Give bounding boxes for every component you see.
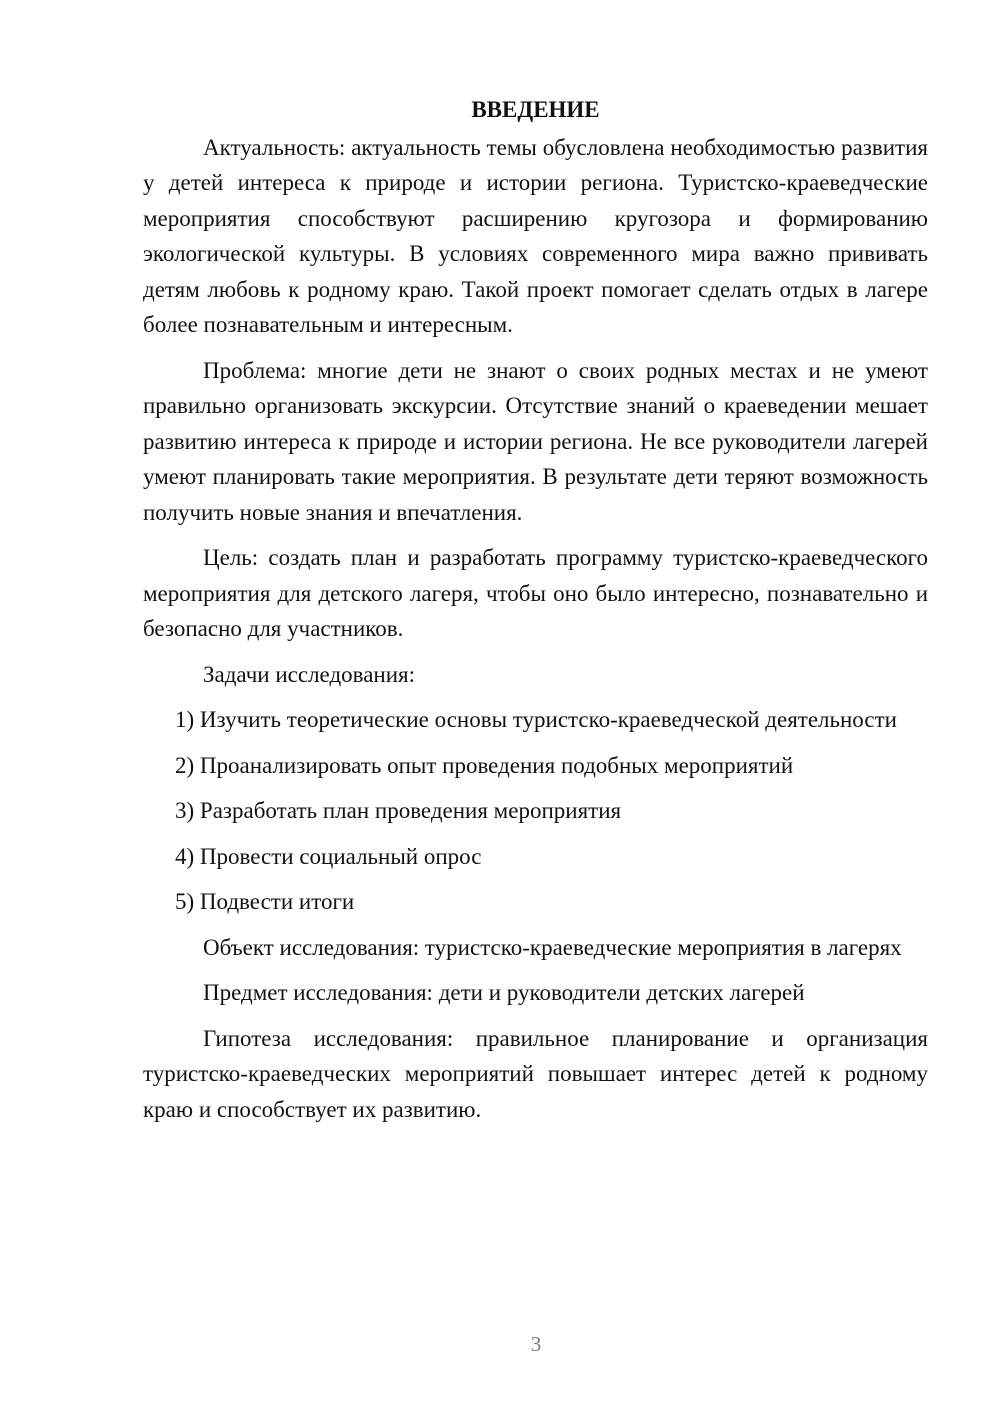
page-number: 3 [530, 1332, 542, 1356]
task-item-3: 3) Разработать план проведения мероприятия [175, 798, 622, 823]
section-title: ВВЕДЕНИЕ [471, 97, 600, 122]
task-item-2: 2) Проанализировать опыт проведения подобных мероприятий [175, 752, 794, 778]
task-item-1: 1) Изучить теоретические основы туристско-краеведческой деятельности [175, 707, 897, 732]
relevance-paragraph: Актуальность: актуальность темы обусловлена необходимостью развития у детей интереса к природе и истории региона. Туристско-краеведческие мероприятия способствуют расширению кругозора и формированию экологической культуры. В условиях современного мира важно прививать детям любовь к родному краю. Такой проект помогает сделать отдых в лагере более познавательным и интересным. [143, 134, 928, 337]
subject-paragraph: Предмет исследования: дети и руководители детских лагерей [203, 980, 805, 1005]
problem-paragraph: Проблема: многие дети не знают о своих родных местах и не умеют правильно организовать экскурсии. Отсутствие знаний о краеведении мешает развитию интереса к природе и истории региона. Не все руководители лагерей умеют планировать такие мероприятия. В результате дети теряют возможность получить новые знания и впечатления. [143, 357, 928, 525]
tasks-heading: Задачи исследования: [203, 661, 416, 687]
task-item-4: 4) Провести социальный опрос [175, 843, 482, 869]
document-body [143, 92, 928, 1127]
hypothesis-paragraph: Гипотеза исследования: правильное планирование и организация туристско-краеведческих мероприятий повышает интерес детей к родному краю и способствует их развитию. [143, 1025, 928, 1122]
task-item-5: 5) Подвести итоги [175, 889, 355, 914]
object-paragraph: Объект исследования: туристско-краеведческие мероприятия в лагерях [203, 934, 902, 960]
goal-paragraph: Цель: создать план и разработать программу туристско-краеведческого мероприятия для детского лагеря, чтобы оно было интересно, познавательно и безопасно для участников. [143, 545, 928, 641]
